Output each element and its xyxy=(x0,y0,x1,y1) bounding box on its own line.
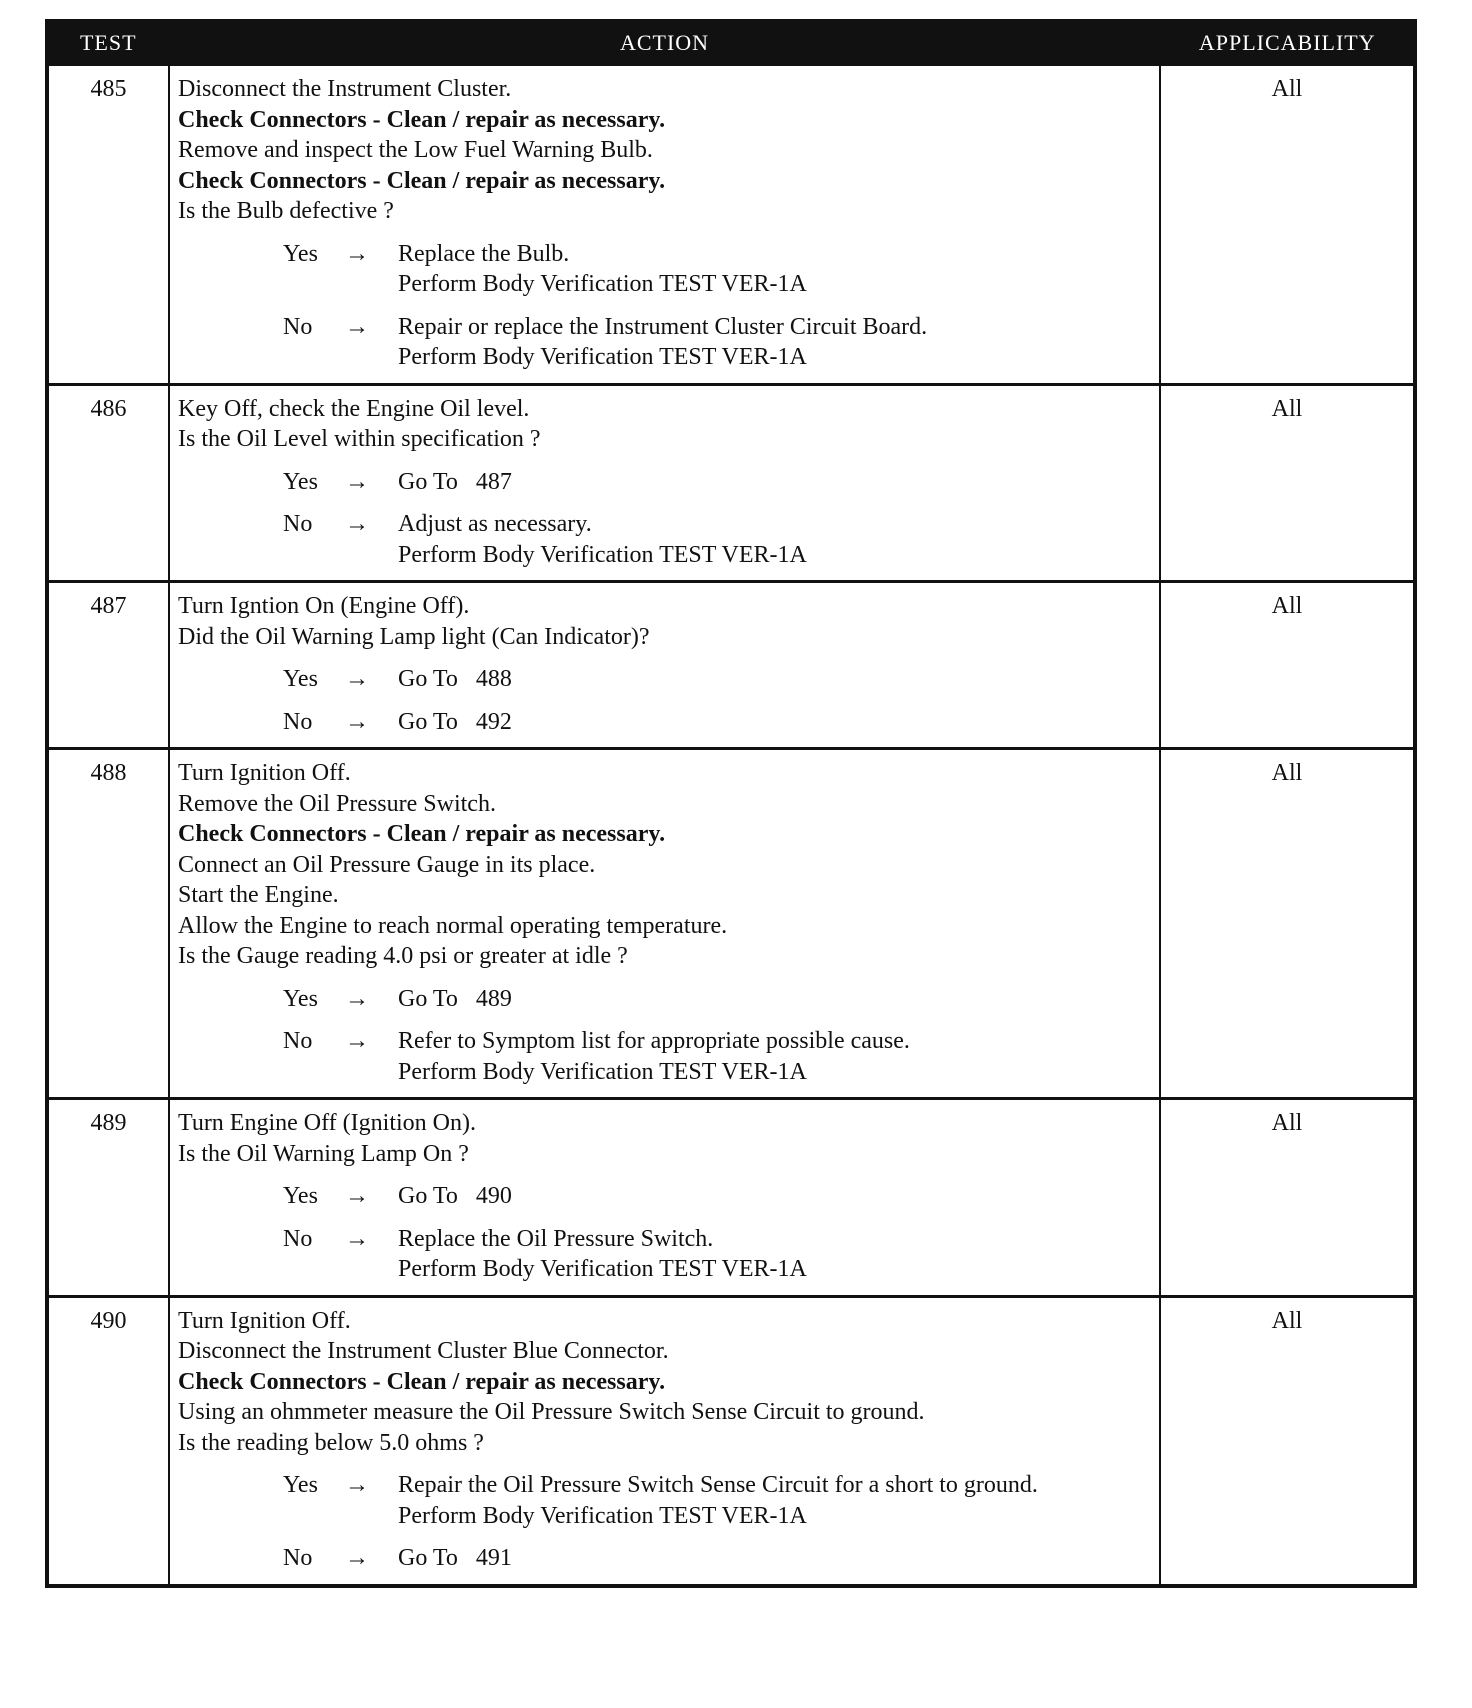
action-step: Is the reading below 5.0 ohms ? xyxy=(178,1429,484,1456)
test-number: 488 xyxy=(47,749,169,1099)
action-step: Remove the Oil Pressure Switch. xyxy=(178,790,496,817)
diagnostic-test-table xyxy=(45,19,1417,1588)
branch-label: Yes xyxy=(283,666,318,692)
table-row xyxy=(47,384,1415,582)
decision-branches xyxy=(178,664,1153,737)
branch-result-line: Repair or replace the Instrument Cluster Circuit Board. xyxy=(398,313,928,340)
action-step: Did the Oil Warning Lamp light (Can Indicator)? xyxy=(178,623,650,650)
action-step: Connect an Oil Pressure Gauge in its place. xyxy=(178,851,596,878)
table-row xyxy=(47,1296,1415,1586)
branch-no xyxy=(178,312,1153,373)
branch-result xyxy=(398,984,1153,1015)
diagnostic-table-page xyxy=(45,19,1413,1588)
branch-result xyxy=(398,707,1153,738)
decision-branches xyxy=(178,239,1153,373)
action-step-emphasis: Check Connectors - Clean / repair as necessary. xyxy=(178,106,666,133)
branch-result xyxy=(398,1026,1153,1087)
branch-result-line: Perform Body Verification TEST VER-1A xyxy=(398,1502,807,1529)
branch-result xyxy=(398,312,1153,373)
branch-result xyxy=(398,1543,1153,1574)
applicability-value: All xyxy=(1160,1296,1415,1586)
branch-yes xyxy=(178,664,1153,695)
branch-no xyxy=(178,509,1153,570)
branch-result xyxy=(398,239,1153,300)
test-number: 486 xyxy=(47,384,169,582)
branch-yes xyxy=(178,467,1153,498)
branch-no xyxy=(178,1543,1153,1574)
header-test: TEST xyxy=(47,21,169,65)
action-step: Is the Oil Warning Lamp On ? xyxy=(178,1140,469,1167)
branch-no xyxy=(178,707,1153,738)
branch-label: No xyxy=(283,1545,313,1571)
right-arrow-icon: → xyxy=(345,511,369,537)
branch-label: Yes xyxy=(283,240,318,267)
branch-label: No xyxy=(283,1028,313,1054)
action-steps xyxy=(178,758,1153,972)
action-steps xyxy=(178,394,1153,455)
branch-no xyxy=(178,1026,1153,1087)
branch-result-line: Go To 491 xyxy=(398,1545,512,1571)
action-cell xyxy=(169,1296,1160,1586)
header-applicability: APPLICABILITY xyxy=(1160,21,1415,65)
action-steps xyxy=(178,1306,1153,1459)
right-arrow-icon: → xyxy=(345,708,369,735)
branch-yes xyxy=(178,984,1153,1015)
action-steps xyxy=(178,1108,1153,1169)
branch-result-line: Perform Body Verification TEST VER-1A xyxy=(398,541,807,568)
branch-label: No xyxy=(283,1225,313,1252)
action-step: Disconnect the Instrument Cluster. xyxy=(178,76,512,102)
branch-label: No xyxy=(283,708,313,735)
branch-result-line: Go To 488 xyxy=(398,666,512,692)
action-step-emphasis: Check Connectors - Clean / repair as necessary. xyxy=(178,1368,666,1395)
branch-result-line: Replace the Bulb. xyxy=(398,240,570,267)
right-arrow-icon: → xyxy=(345,985,369,1012)
action-step: Is the Gauge reading 4.0 psi or greater at idle ? xyxy=(178,943,628,969)
right-arrow-icon: → xyxy=(345,1545,369,1571)
action-step: Turn Ignition Off. xyxy=(178,1307,351,1334)
test-number: 485 xyxy=(47,65,169,385)
test-number: 490 xyxy=(47,1296,169,1586)
applicability-value: All xyxy=(1160,1099,1415,1297)
branch-result xyxy=(398,1224,1153,1285)
branch-result-line: Go To 487 xyxy=(398,468,512,495)
action-step: Turn Igntion On (Engine Off). xyxy=(178,593,470,619)
header-action: ACTION xyxy=(169,21,1160,65)
branch-result-line: Refer to Symptom list for appropriate possible cause. xyxy=(398,1028,910,1054)
right-arrow-icon: → xyxy=(345,666,369,692)
table-row xyxy=(47,1099,1415,1297)
action-cell xyxy=(169,1099,1160,1297)
decision-branches xyxy=(178,467,1153,571)
branch-yes xyxy=(178,1181,1153,1212)
branch-result xyxy=(398,1470,1153,1531)
applicability-value: All xyxy=(1160,384,1415,582)
action-step-emphasis: Check Connectors - Clean / repair as necessary. xyxy=(178,821,666,847)
table-row xyxy=(47,65,1415,385)
right-arrow-icon: → xyxy=(345,1183,369,1209)
right-arrow-icon: → xyxy=(345,468,369,495)
branch-result xyxy=(398,664,1153,695)
right-arrow-icon: → xyxy=(345,1028,369,1054)
right-arrow-icon: → xyxy=(345,1225,369,1252)
branch-label: Yes xyxy=(283,468,318,495)
branch-label: No xyxy=(283,313,313,340)
branch-result-line: Perform Body Verification TEST VER-1A xyxy=(398,1058,807,1085)
action-step: Remove and inspect the Low Fuel Warning Bulb. xyxy=(178,137,653,163)
branch-label: Yes xyxy=(283,1472,318,1498)
table-row xyxy=(47,749,1415,1099)
decision-branches xyxy=(178,1470,1153,1574)
branch-result-line: Go To 490 xyxy=(398,1183,512,1209)
action-step: Disconnect the Instrument Cluster Blue Connector. xyxy=(178,1338,669,1364)
branch-result-line: Go To 489 xyxy=(398,985,512,1012)
test-number: 487 xyxy=(47,582,169,749)
decision-branches xyxy=(178,984,1153,1088)
action-step: Turn Engine Off (Ignition On). xyxy=(178,1110,476,1136)
branch-result-line: Replace the Oil Pressure Switch. xyxy=(398,1225,714,1252)
applicability-value: All xyxy=(1160,65,1415,385)
table-row xyxy=(47,582,1415,749)
action-step: Is the Oil Level within specification ? xyxy=(178,426,541,452)
right-arrow-icon: → xyxy=(345,240,369,267)
branch-result-line: Go To 492 xyxy=(398,708,512,735)
action-cell xyxy=(169,65,1160,385)
decision-branches xyxy=(178,1181,1153,1285)
action-step: Start the Engine. xyxy=(178,882,339,908)
branch-label: No xyxy=(283,511,313,537)
action-cell xyxy=(169,384,1160,582)
action-steps xyxy=(178,74,1153,227)
branch-result xyxy=(398,509,1153,570)
table-body xyxy=(47,65,1415,1586)
branch-result-line: Adjust as necessary. xyxy=(398,511,592,537)
branch-label: Yes xyxy=(283,985,318,1012)
right-arrow-icon: → xyxy=(345,313,369,340)
action-step: Turn Ignition Off. xyxy=(178,760,351,786)
action-step: Is the Bulb defective ? xyxy=(178,198,394,224)
action-step: Using an ohmmeter measure the Oil Pressure Switch Sense Circuit to ground. xyxy=(178,1399,925,1425)
branch-label: Yes xyxy=(283,1183,318,1209)
branch-yes xyxy=(178,1470,1153,1531)
action-step-emphasis: Check Connectors - Clean / repair as necessary. xyxy=(178,167,666,194)
right-arrow-icon: → xyxy=(345,1472,369,1498)
applicability-value: All xyxy=(1160,749,1415,1099)
applicability-value: All xyxy=(1160,582,1415,749)
branch-result-line: Perform Body Verification TEST VER-1A xyxy=(398,1256,807,1282)
branch-result-line: Perform Body Verification TEST VER-1A xyxy=(398,344,807,370)
action-step: Allow the Engine to reach normal operating temperature. xyxy=(178,912,728,939)
branch-result xyxy=(398,467,1153,498)
action-steps xyxy=(178,591,1153,652)
table-header-row xyxy=(47,21,1415,65)
branch-result-line: Perform Body Verification TEST VER-1A xyxy=(398,271,807,297)
action-cell xyxy=(169,749,1160,1099)
branch-yes xyxy=(178,239,1153,300)
branch-result-line: Repair the Oil Pressure Switch Sense Circuit for a short to ground. xyxy=(398,1472,1038,1498)
branch-no xyxy=(178,1224,1153,1285)
action-step: Key Off, check the Engine Oil level. xyxy=(178,395,530,422)
action-cell xyxy=(169,582,1160,749)
test-number: 489 xyxy=(47,1099,169,1297)
branch-result xyxy=(398,1181,1153,1212)
